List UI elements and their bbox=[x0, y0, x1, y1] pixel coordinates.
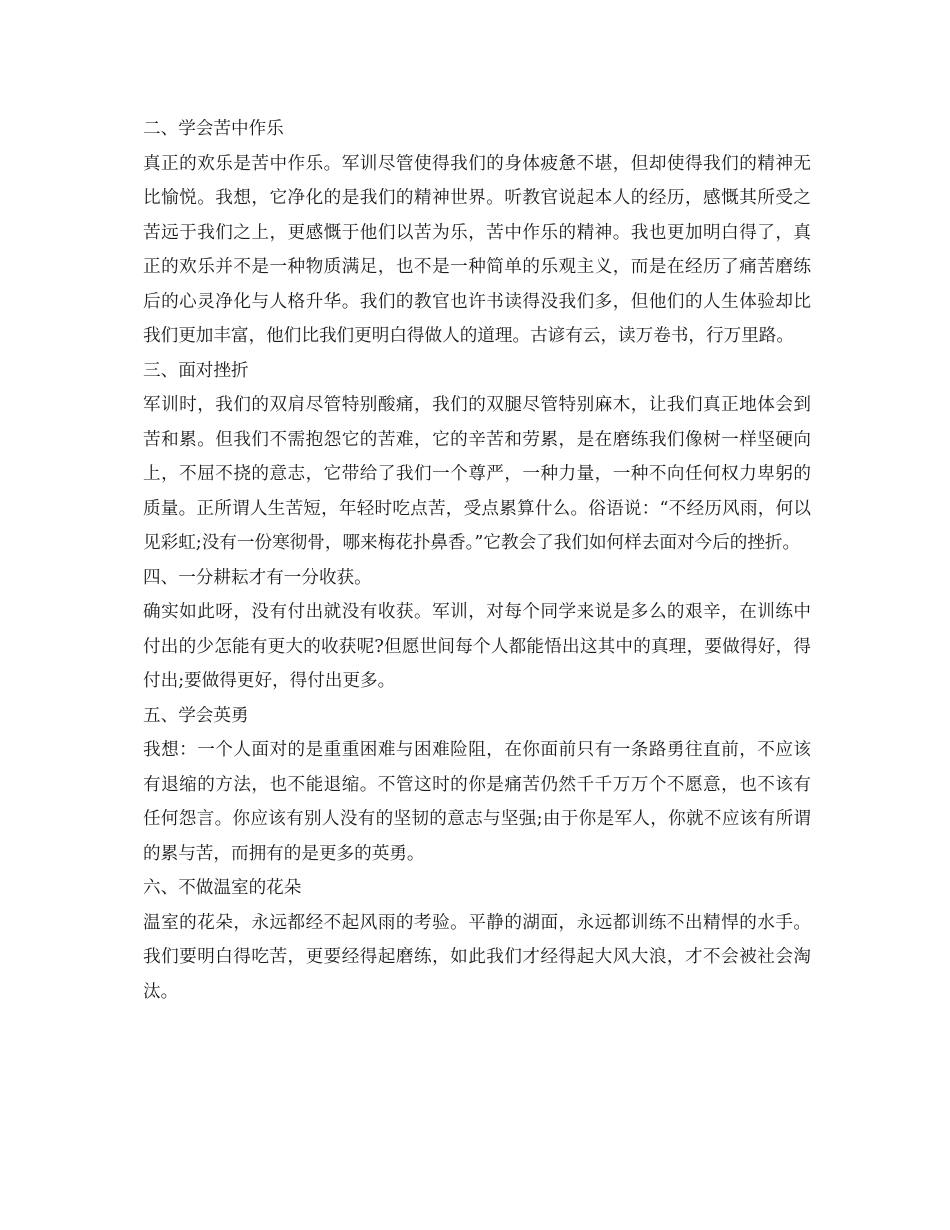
section-paragraph: 确实如此呀，没有付出就没有收获。军训，对每个同学来说是多么的艰辛，在训练中付出的少怎能有更大的收获呢?但愿世间每个人都能悟出这其中的真理，要做得好，得付出;要做得更好，得付出更多。 bbox=[143, 602, 811, 691]
section-heading: 六、不做温室的花朵 bbox=[143, 878, 302, 898]
section-heading: 四、一分耕耘才有一分收获。 bbox=[143, 567, 372, 588]
section-heading: 五、学会英勇 bbox=[143, 705, 249, 726]
section-paragraph: 军训时，我们的双肩尽管特别酸痛，我们的双腿尽管特别麻木，让我们真正地体会到苦和累。但我们不需抱怨它的苦难，它的辛苦和劳累，是在磨练我们像树一样坚硬向上，不屈不挠的意志，它带给了我们一个尊严，一种力量，一种不向任何权力卑躬的质量。正所谓人生苦短，年轻时吃点苦，受点累算什么。俗语说：“不经历风雨，何以见彩虹;没有一份寒彻骨，哪来梅花扑鼻香。”它教会了我们如何样去面对今后的挫折。 bbox=[143, 395, 811, 553]
section-learn-bravery bbox=[143, 699, 811, 872]
section-learn-joy-in-hardship bbox=[143, 112, 811, 354]
section-heading: 二、学会苦中作乐 bbox=[143, 119, 284, 139]
section-not-greenhouse-flower bbox=[143, 871, 811, 1009]
section-heading: 三、面对挫折 bbox=[143, 360, 249, 381]
section-face-setbacks bbox=[143, 354, 811, 561]
section-paragraph: 真正的欢乐是苦中作乐。军训尽管使得我们的身体疲惫不堪，但却使得我们的精神无比愉悦。我想，它净化的是我们的精神世界。听教官说起本人的经历，感慨其所受之苦远于我们之上，更感慨于他们以苦为乐，苦中作乐的精神。我也更加明白得了，真正的欢乐并不是一种物质满足，也不是一种简单的乐观主义，而是在经历了痛苦磨练后的心灵净化与人格升华。我们的教官也许书读得没我们多，但他们的人生体验却比我们更加丰富，他们比我们更明白得做人的道理。古谚有云，读万卷书，行万里路。 bbox=[143, 153, 811, 346]
document-page bbox=[143, 112, 811, 1009]
section-effort-and-reward bbox=[143, 561, 811, 699]
section-paragraph: 我想：一个人面对的是重重困难与困难险阻，在你面前只有一条路勇往直前，不应该有退缩的方法，也不能退缩。不管这时的你是痛苦仍然千千万万个不愿意，也不该有任何怨言。你应该有别人没有的坚韧的意志与坚强;由于你是军人，你就不应该有所谓的累与苦，而拥有的是更多的英勇。 bbox=[143, 740, 811, 864]
section-paragraph: 温室的花朵，永远都经不起风雨的考验。平静的湖面，永远都训练不出精悍的水手。我们要明白得吃苦，更要经得起磨练，如此我们才经得起大风大浪，才不会被社会淘汰。 bbox=[143, 912, 811, 1002]
